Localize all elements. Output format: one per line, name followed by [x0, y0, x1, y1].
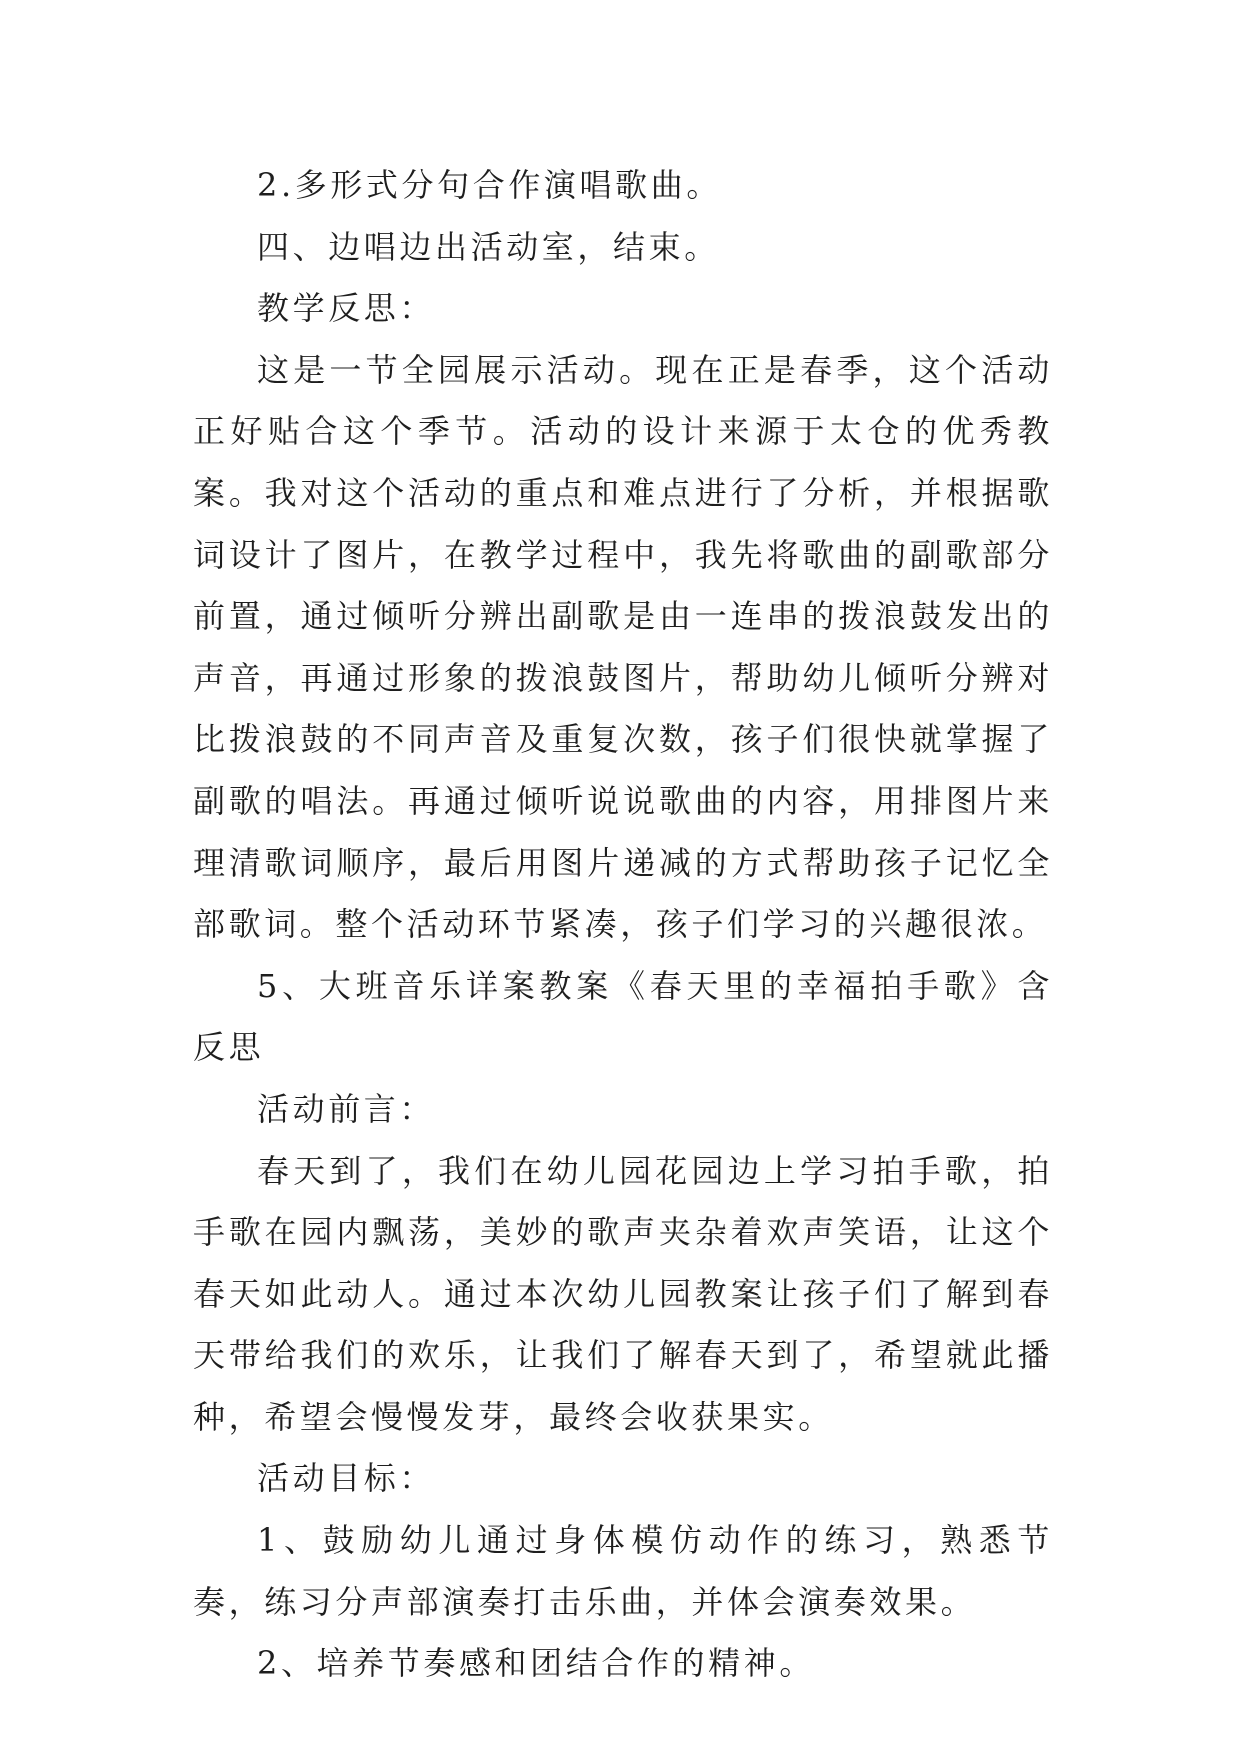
paragraph-preface-body: 春天到了，我们在幼儿园花园边上学习拍手歌，拍手歌在园内飘荡，美妙的歌声夹杂着欢声笑语，让这个春天如此动人。通过本次幼儿园教案让孩子们了解到春天带给我们的欢乐，让我们了解春天到了，希望就此播种，希望会慢慢发芽，最终会收获果实。	[193, 1151, 1053, 1436]
paragraph-reflection-body: 这是一节全园展示活动。现在正是春季，这个活动正好贴合这个季节。活动的设计来源于太仓的优秀教案。我对这个活动的重点和难点进行了分析，并根据歌词设计了图片，在教学过程中，我先将歌曲的副歌部分前置，通过倾听分辨出副歌是由一连串的拨浪鼓发出的声音，再通过形象的拨浪鼓图片，帮助幼儿倾听分辨对比拨浪鼓的不同声音及重复次数，孩子们很快就掌握了副歌的唱法。再通过倾听说说歌曲的内容，用排图片来理清歌词顺序，最后用图片递减的方式帮助孩子记忆全部歌词。整个活动环节紧凑，孩子们学习的兴趣很浓。	[193, 350, 1053, 944]
paragraph-step-2: 2.多形式分句合作演唱歌曲。	[257, 166, 722, 204]
document-body	[193, 155, 1053, 1695]
heading-teaching-reflection: 教学反思：	[257, 289, 436, 328]
paragraph-goal-2: 2、培养节奏感和团结合作的精神。	[257, 1644, 815, 1683]
heading-activity-goals: 活动目标：	[257, 1459, 436, 1498]
paragraph-goal-1: 1、鼓励幼儿通过身体模仿动作的练习，熟悉节奏，练习分声部演奏打击乐曲，并体会演奏效果。	[193, 1521, 1053, 1621]
heading-lesson-5-title: 5、大班音乐详案教案《春天里的幸福拍手歌》含反思	[193, 966, 1053, 1067]
heading-activity-preface: 活动前言：	[257, 1089, 436, 1128]
paragraph-section-4: 四、边唱边出活动室，结束。	[257, 227, 720, 266]
